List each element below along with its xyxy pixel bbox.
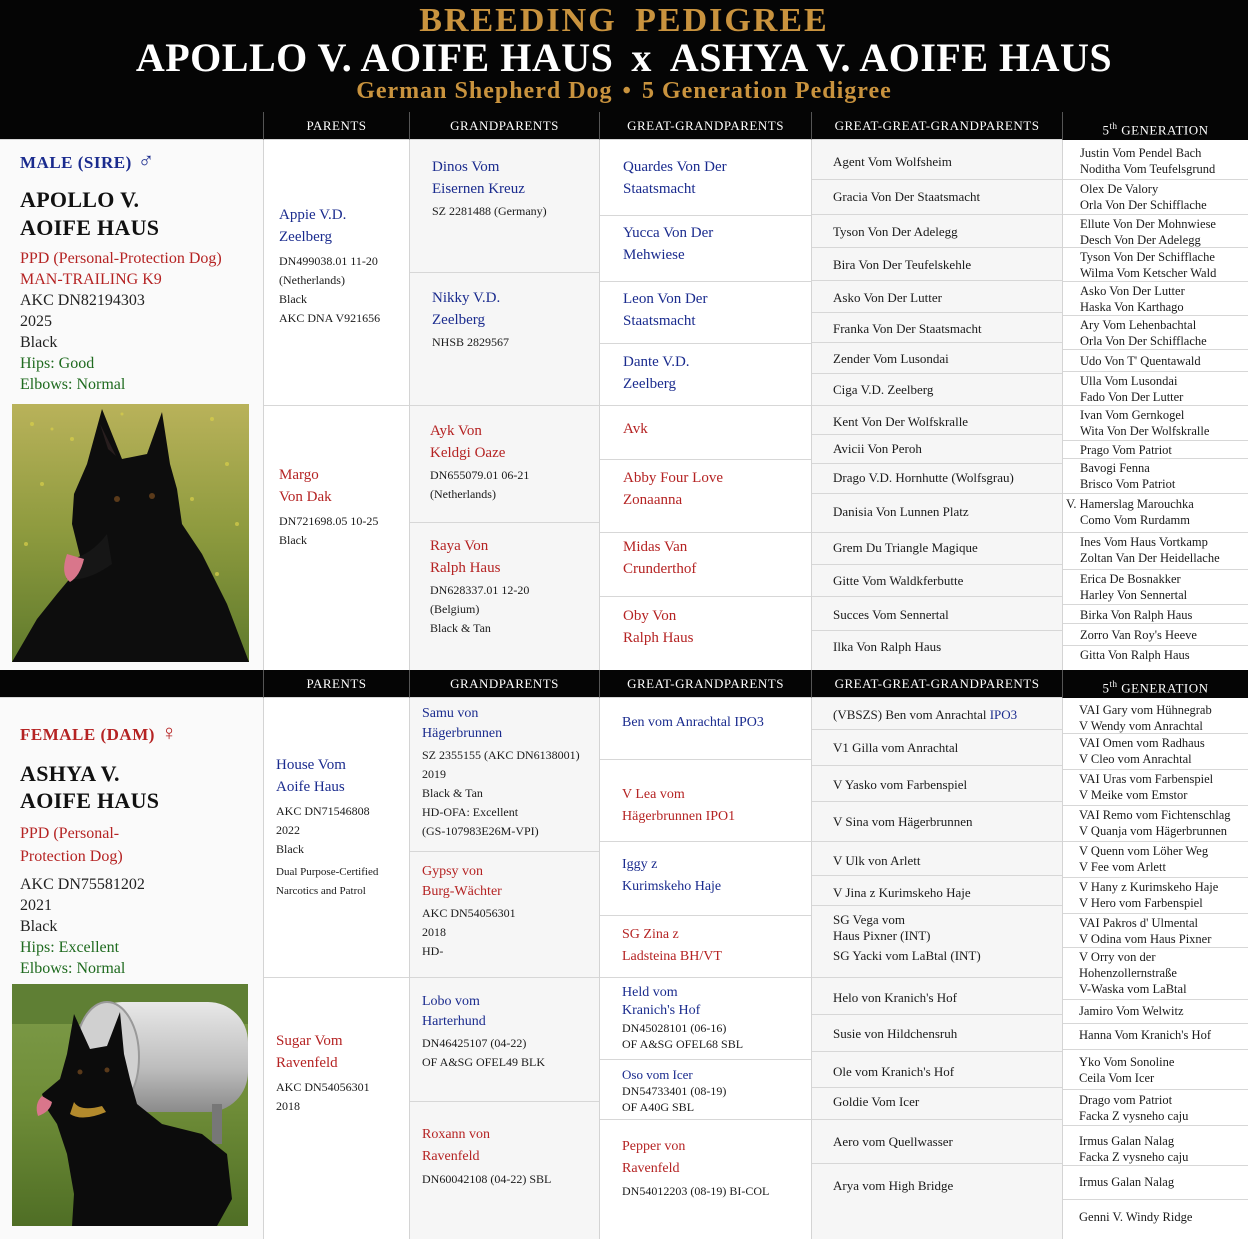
- header-fifth-generation: 5th GENERATION: [1062, 112, 1248, 140]
- ggg-entry: Drago V.D. Hornhutte (Wolfsgrau): [812, 464, 1062, 494]
- fifth-gen-entry: V Quenn vom Löher Weg V Fee vom Arlett: [1063, 842, 1248, 878]
- dam-title-name: ASHYA V. AOIFE HAUS: [669, 35, 1113, 80]
- ggg-entry: Zender Vom Lusondai: [812, 343, 1062, 374]
- grandparent-entry: Roxann von Ravenfeld DN60042108 (04-22) SBL: [422, 1127, 552, 1186]
- dam-profile: [0, 698, 263, 1239]
- fifth-gen-entry: Bavogi Fenna Brisco Vom Patriot: [1063, 459, 1248, 494]
- ggg-entry: Franka Von Der Staatsmacht: [812, 313, 1062, 343]
- ggg-entry: Tyson Von Der Adelegg: [812, 215, 1062, 248]
- great-grandparent-entry: V Lea vom Hägerbrunnen IPO1: [600, 760, 811, 842]
- fifth-gen-entry: Olex De Valory Orla Von Der Schifflache: [1063, 180, 1248, 215]
- fifth-gen-entry: Justin Vom Pendel Bach Noditha Vom Teufelsgrund: [1063, 140, 1248, 180]
- pedigree-name: Von Dak: [279, 489, 332, 505]
- fifth-gen-entry: Ary Vom Lehenbachtal Orla Von Der Schifflache: [1063, 316, 1248, 350]
- pedigree-name: Appie V.D.: [279, 207, 347, 223]
- great-grandparent-entry: Leon Von Der Staatsmacht: [600, 282, 811, 344]
- ggg-entry: Gitte Vom Waldkferbutte: [812, 565, 1062, 597]
- fifth-gen-entry: VAI Omen vom Radhaus V Cleo vom Anrachtal: [1063, 734, 1248, 770]
- sire-grandparents-column: [409, 140, 599, 670]
- great-grandparent-entry: Pepper von Ravenfeld DN54012203 (08-19) BI-COL: [622, 1139, 770, 1198]
- fifth-gen-entry: Erica De Bosnakker Harley Von Sennertal: [1063, 570, 1248, 605]
- fifth-gen-entry: Tyson Von Der Schifflache Wilma Vom Ketscher Wald: [1063, 248, 1248, 282]
- ggg-entry: Gracia Von Der Staatsmacht: [812, 180, 1062, 215]
- fifth-gen-entry: VAI Remo vom Fichtenschlag V Quanja vom Hägerbrunnen: [1063, 806, 1248, 842]
- fifth-gen-entry: Genni V. Windy Ridge: [1079, 1210, 1193, 1224]
- fifth-gen-entry: VAI Gary vom Hühnegrab V Wendy vom Anrachtal: [1063, 698, 1248, 734]
- breed-label: German Shepherd Dog: [356, 78, 613, 104]
- fifth-gen-entry: Zorro Van Roy's Heeve: [1063, 624, 1248, 646]
- dam-fifth-generation-column: [1062, 698, 1248, 1239]
- dam-great-grandparents-column: [599, 698, 811, 1239]
- fifth-gen-entry: Irmus Galan Nalag: [1063, 1166, 1248, 1200]
- great-grandparent-entry: Quardes Von Der Staatsmacht: [600, 140, 811, 216]
- sire-great-grandparents-column: [599, 140, 811, 670]
- ggg-entry: Susie von Hildchensruh: [812, 1015, 1062, 1052]
- grandparent-entry: Lobo vom Harterhund DN46425107 (04-22) OF A&SG OFEL49 BLK: [410, 978, 599, 1102]
- ggg-entry: Ciga V.D. Zeelberg: [812, 374, 1062, 406]
- fifth-gen-entry: Ines Vom Haus Vortkamp Zoltan Van Der Heidellache: [1063, 533, 1248, 570]
- bullet-separator: •: [622, 78, 632, 104]
- fifth-gen-entry: Hanna Vom Kranich's Hof: [1063, 1024, 1248, 1050]
- header-blank: [0, 670, 263, 698]
- header-great-grandparents: GREAT-GRANDPARENTS: [599, 112, 811, 140]
- header-great-great-grandparents: GREAT-GREAT-GRANDPARENTS: [811, 670, 1062, 698]
- sire-profile: [0, 140, 263, 670]
- dam-parents-column: [263, 698, 409, 1239]
- ggg-entry: Bira Von Der Teufelskehle: [812, 248, 1062, 281]
- great-grandparent-entry: SG Zina z Ladsteina BH/VT: [600, 916, 811, 978]
- grandparent-entry: Gypsy von Burg-Wächter AKC DN54056301 2018 HD-: [410, 852, 599, 978]
- ggg-entry: Grem Du Triangle Magique: [812, 533, 1062, 565]
- dam-color: Black: [20, 918, 58, 935]
- ggg-entry: Succes Vom Sennertal: [812, 597, 1062, 631]
- dam-photo: [12, 984, 248, 1226]
- dam-title-2: Protection Dog): [20, 848, 123, 865]
- fifth-gen-entry: V. Hamerslag Marouchka Como Vom Rurdamm: [1063, 494, 1248, 533]
- ggg-entry: Avicii Von Peroh: [812, 435, 1062, 464]
- sire-sex-label: MALE (SIRE) ♂: [20, 148, 155, 173]
- header-parents: PARENTS: [263, 670, 409, 698]
- grandparent-entry: Samu von Hägerbrunnen SZ 2355155 (AKC DN6138001) 2019 Black & Tan HD-OFA: Excellent (GS-107983E26M-VPI): [410, 698, 599, 852]
- sire-photo: [12, 404, 249, 662]
- header-fifth-generation: 5th GENERATION: [1062, 670, 1248, 698]
- dam-hips: Hips: Excellent: [20, 939, 120, 956]
- sire-registration: AKC DN82194303: [20, 292, 145, 309]
- great-grandparent-entry: Oso vom Icer DN54733401 (08-19) OF A40G SBL: [600, 1060, 811, 1120]
- dam-column-headers: [0, 670, 1248, 698]
- dam-title-1: PPD (Personal-: [20, 825, 120, 842]
- sire-parents-column: [263, 140, 409, 670]
- header-grandparents: GRANDPARENTS: [409, 670, 599, 698]
- subtitle: [0, 78, 1248, 105]
- sire-title-2: MAN-TRAILING K9: [20, 271, 162, 288]
- dam-ggg-column: [811, 698, 1062, 1239]
- fifth-gen-entry: V Orry von der Hohenzollernstraße V-Waska vom LaBtal: [1063, 948, 1248, 1000]
- pairing-title: [0, 34, 1248, 81]
- ggg-entry: V Jina z Kurimskeho Haje: [812, 876, 1062, 906]
- fifth-gen-entry: Ellute Von Der Mohnwiese Desch Von Der Adelegg: [1063, 215, 1248, 248]
- ggg-entry: Kent Von Der Wolfskralle: [812, 406, 1062, 435]
- header-great-grandparents: GREAT-GRANDPARENTS: [599, 670, 811, 698]
- ggg-entry: Asko Von Der Lutter: [812, 281, 1062, 313]
- dam-parent-sire: House Vom Aoife Haus AKC DN71546808 2022 Black Dual Purpose-Certified Narcotics and Patrol: [264, 698, 409, 978]
- generations-label: 5 Generation Pedigree: [641, 78, 892, 104]
- ggg-entry: Ole vom Kranich's Hof: [812, 1052, 1062, 1088]
- ggg-entry: Arya vom High Bridge: [833, 1178, 954, 1193]
- dam-registration: AKC DN75581202: [20, 876, 145, 893]
- fifth-gen-entry: Ivan Vom Gernkogel Wita Von Der Wolfskralle: [1063, 406, 1248, 441]
- great-grandparent-entry: Yucca Von Der Mehwiese: [600, 216, 811, 282]
- sire-title-1: PPD (Personal-Protection Dog): [20, 250, 222, 267]
- sire-section: [0, 140, 1248, 670]
- sire-column-headers: [0, 112, 1248, 140]
- fifth-gen-entry: Irmus Galan Nalag Facka Z vysneho caju: [1063, 1126, 1248, 1166]
- great-grandparent-entry: Abby Four Love Zonaanna: [600, 460, 811, 533]
- fifth-gen-entry: VAI Pakros d' Ulmental V Odina vom Haus Pixner: [1063, 914, 1248, 948]
- dam-sex-label: FEMALE (DAM) ♀: [20, 720, 178, 745]
- fifth-gen-entry: Asko Von Der Lutter Haska Von Karthago: [1063, 282, 1248, 316]
- pedigree-header: [0, 0, 1248, 112]
- dam-name: ASHYA V. AOIFE HAUS: [20, 761, 160, 813]
- female-symbol-icon: ♀: [160, 720, 178, 745]
- pedigree-name: Margo: [279, 467, 319, 483]
- fifth-gen-entry: Drago vom Patriot Facka Z vysneho caju: [1063, 1090, 1248, 1126]
- ggg-entry: (VBSZS) Ben vom Anrachtal IPO3: [812, 698, 1062, 730]
- sire-fifth-generation-column: [1062, 140, 1248, 670]
- header-grandparents: GRANDPARENTS: [409, 112, 599, 140]
- male-symbol-icon: ♂: [137, 148, 155, 173]
- sire-parent-dam: Margo Von Dak DN721698.05 10-25 Black: [264, 406, 409, 670]
- sire-year: 2025: [20, 313, 52, 330]
- great-grandparent-entry: Oby Von Ralph Haus: [623, 608, 694, 646]
- page-title: BREEDING PEDIGREE: [419, 2, 829, 39]
- great-grandparent-entry: Avk: [600, 406, 811, 460]
- great-grandparent-entry: Held vom Kranich's Hof DN45028101 (06-16) OF A&SG OFEL68 SBL: [600, 978, 811, 1060]
- great-grandparent-entry: Iggy z Kurimskeho Haje: [600, 842, 811, 916]
- ggg-entry: SG Vega vom Haus Pixner (INT) SG Yacki vom LaBtal (INT): [812, 906, 1062, 978]
- great-grandparent-entry: Midas Van Crunderthof: [600, 533, 811, 597]
- ggg-entry: Goldie Vom Icer: [812, 1088, 1062, 1120]
- sire-color: Black: [20, 334, 58, 351]
- ggg-entry: Ilka Von Ralph Haus: [833, 639, 942, 654]
- header-blank: [0, 112, 263, 140]
- ggg-entry: V Ulk von Arlett: [812, 842, 1062, 876]
- fifth-gen-entry: Prago Vom Patriot: [1063, 441, 1248, 459]
- ggg-entry: Agent Vom Wolfsheim: [812, 140, 1062, 180]
- grandparent-entry: Ayk Von Keldgi Oaze DN655079.01 06-21 (Netherlands): [410, 406, 599, 523]
- sire-title-name: APOLLO V. AOIFE HAUS: [135, 35, 614, 80]
- ggg-entry: Danisia Von Lunnen Platz: [812, 494, 1062, 533]
- grandparent-entry: Dinos Vom Eisernen Kreuz SZ 2281488 (Germany): [410, 140, 599, 273]
- sire-parent-sire: Appie V.D. Zeelberg DN499038.01 11-20 (Netherlands) Black AKC DNA V921656: [264, 140, 409, 406]
- fifth-gen-entry: Jamiro Vom Welwitz: [1063, 1000, 1248, 1024]
- fifth-gen-entry: VAI Uras vom Farbenspiel V Meike vom Emstor: [1063, 770, 1248, 806]
- dam-parent-dam: Sugar Vom Ravenfeld AKC DN54056301 2018: [276, 1033, 370, 1113]
- ggg-entry: Helo von Kranich's Hof: [812, 978, 1062, 1015]
- dam-year: 2021: [20, 897, 52, 914]
- ggg-entry: Aero vom Quellwasser: [812, 1120, 1062, 1164]
- sire-ggg-column: [811, 140, 1062, 670]
- dam-grandparents-column: [409, 698, 599, 1239]
- pedigree-name: Zeelberg: [279, 229, 333, 245]
- ggg-entry: V Sina vom Hägerbrunnen: [812, 802, 1062, 842]
- header-great-great-grandparents: GREAT-GREAT-GRANDPARENTS: [811, 112, 1062, 140]
- cross-symbol: x: [631, 35, 652, 80]
- fifth-gen-entry: V Hany z Kurimskeho Haje V Hero vom Farbenspiel: [1063, 878, 1248, 914]
- ggg-entry: V Yasko vom Farbenspiel: [812, 766, 1062, 802]
- sire-name: APOLLO V. AOIFE HAUS: [20, 187, 160, 240]
- grandparent-entry: Raya Von Ralph Haus DN628337.01 12-20 (Belgium) Black & Tan: [430, 538, 530, 635]
- fifth-gen-entry: Udo Von T' Quentawald: [1063, 350, 1248, 372]
- sire-hips: Hips: Good: [20, 355, 95, 372]
- grandparent-entry: Nikky V.D. Zeelberg NHSB 2829567: [410, 273, 599, 406]
- fifth-gen-entry: Gitta Von Ralph Haus: [1080, 648, 1190, 662]
- dam-section: [0, 698, 1248, 1239]
- fifth-gen-entry: Ulla Vom Lusondai Fado Von Der Lutter: [1063, 372, 1248, 406]
- great-grandparent-entry: Ben vom Anrachtal IPO3: [600, 698, 811, 760]
- great-grandparent-entry: Dante V.D. Zeelberg: [600, 344, 811, 406]
- ggg-entry: V1 Gilla vom Anrachtal: [812, 730, 1062, 766]
- dam-elbows: Elbows: Normal: [20, 960, 126, 977]
- fifth-gen-entry: Birka Von Ralph Haus: [1063, 605, 1248, 624]
- header-parents: PARENTS: [263, 112, 409, 140]
- fifth-gen-entry: Yko Vom Sonoline Ceila Vom Icer: [1063, 1050, 1248, 1090]
- sire-elbows: Elbows: Normal: [20, 376, 126, 393]
